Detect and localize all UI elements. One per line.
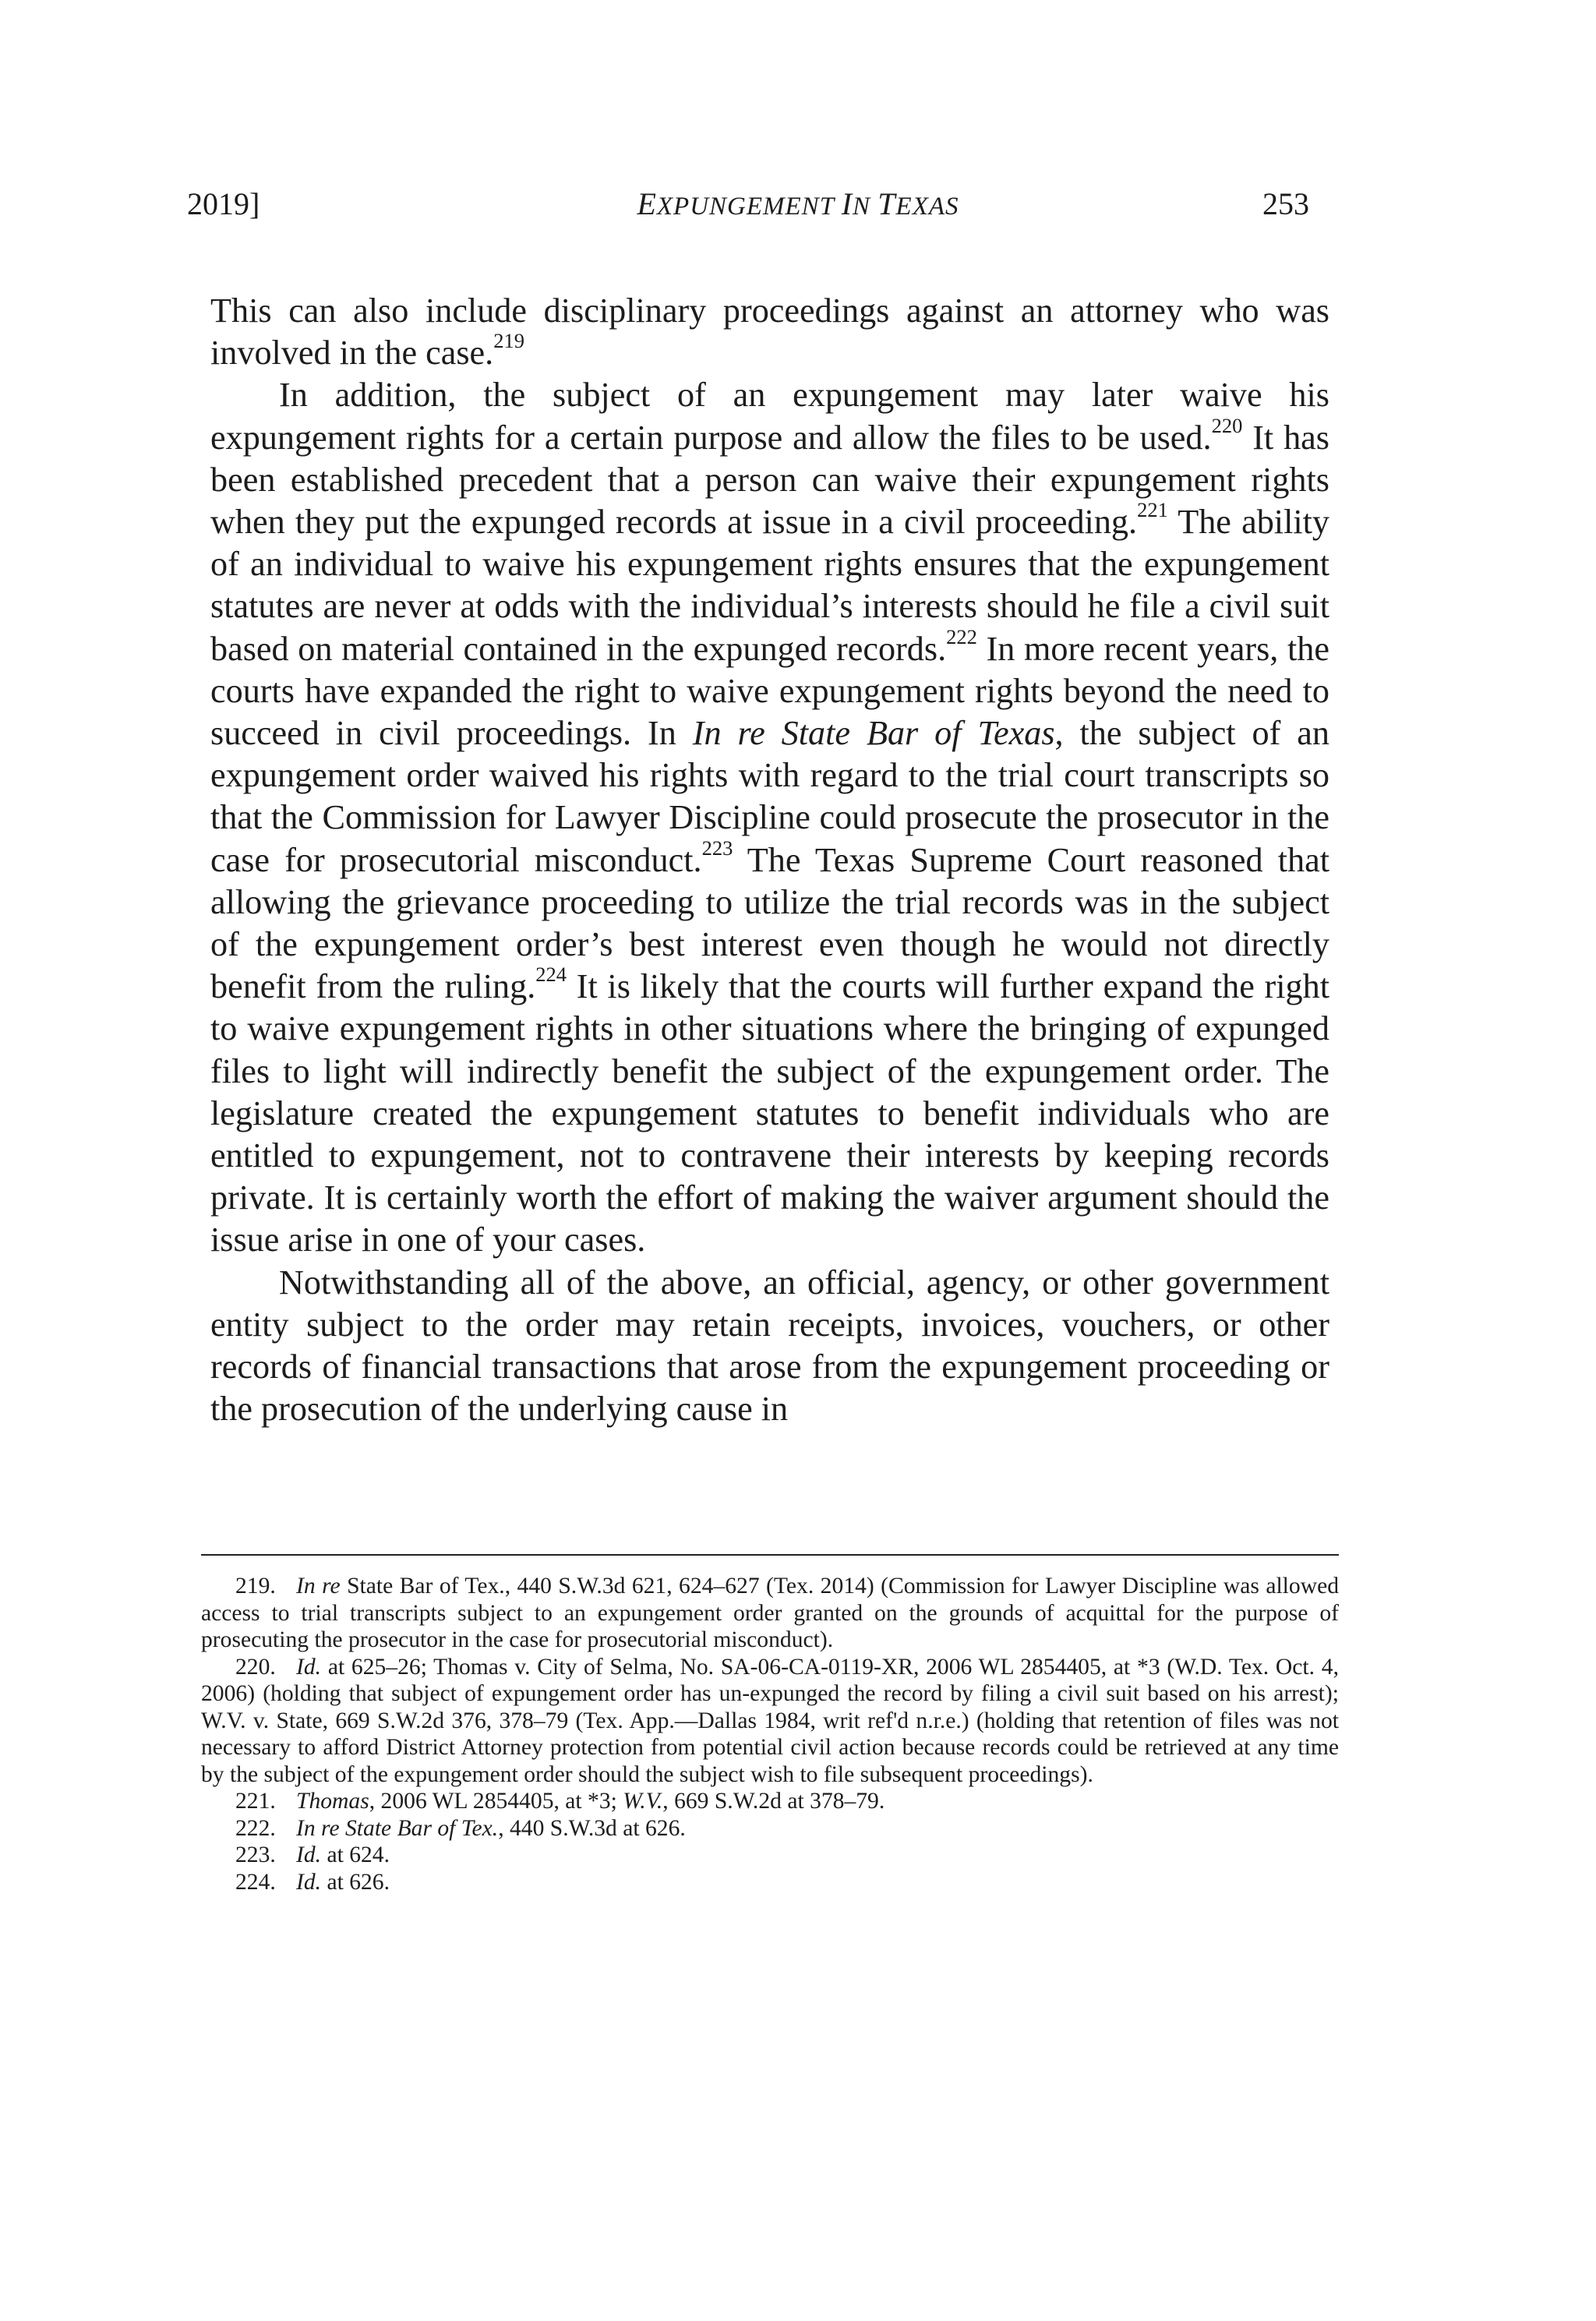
page-number: 253 — [1262, 186, 1309, 221]
footnote-224: 224. Id. at 626. — [235, 1869, 390, 1895]
paragraph-2: In addition, the subject of an expungement may later waive his expungement rights for a certain purpose and allow the files to be used.$^{220}$ It has been established precedent that a person can waive their expungement rights when they put the expunged records at issue in a civil proceeding.$^{221}$ The ability of an individual to waive his expungement rights ensures that the expungement statutes are never at odds with the individual’s interests should he file a civil suit based on material contained in the expunged records.$^{222}$ In more recent years, the courts have expanded the right to waive expungement rights beyond the need to succeed in civil proceedings. In In re State Bar of Texas, the subject of an expungement order waived his rights with regard to the trial court transcripts so that the Commission for Lawyer Discipline could prosecute the prosecutor in the case for prosecutorial misconduct.$^{223}$ The Texas Supreme Court reasoned that allowing the grievance proceeding to utilize the trial records was in the subject of the expungement order’s best interest even though he would not directly benefit from the ruling.$^{224}$ It is likely that the courts will further expand the right to waive expungement rights in other situations where the bringing of expunged files to light will indirectly benefit the subject of the expungement order. The legislature created the expungement statutes to benefit individuals who are entitled to expungement, not to contravene their interests by keeping records private. It is certainly worth the effort of making the waiver argument should the issue arise in one of your cases. — [210, 376, 1330, 1259]
volume-year: 2019] — [187, 186, 260, 221]
footnote-222: 222. In re State Bar of Tex., 440 S.W.3d at 626. — [235, 1815, 686, 1841]
footnote-ref-219[interactable]: 219 — [493, 329, 524, 353]
footnote-219: 219. In re State Bar of Tex., 440 S.W.3d 621, 624–627 (Tex. 2014) (Commission for Lawyer Discipline was allowed access to trial transcripts subject to an expungement order granted on the grounds of acquittal for the purpose of prosecuting the prosecutor in the case for prosecutorial misconduct). — [201, 1574, 1339, 1652]
paragraph-1: This can also include disciplinary proceedings against an attorney who was involved in the case.$^{219}$ — [210, 291, 1329, 373]
case-name: In re State Bar of Texas — [692, 714, 1055, 753]
footnote-ref-224[interactable]: 224 — [535, 963, 567, 987]
footnote-221: 221. Thomas, 2006 WL 2854405, at *3; W.V., 669 S.W.2d at 378–79. — [235, 1789, 885, 1814]
footnote-220: 220. Id. at 625–26; Thomas v. City of Selma, No. SA-06-CA-0119-XR, 2006 WL 2854405, at *3 (W.D. Tex. Oct. 4, 2006) (holding that subject of expungement order has un-expunged the record by filing a civil suit based on his arrest); W.V. v. State, 669 S.W.2d 376, 378–79 (Tex. App.—Dallas 1984, writ ref'd n.r.e.) (holding that retention of files was not necessary to afford District Attorney protection from potential civil action because records could be retrieved at any time by the subject of the expungement order should the subject wish to file subsequent proceedings). — [201, 1654, 1339, 1787]
paragraph-3: Notwithstanding all of the above, an official, agency, or other government entity subject to the order may retain receipts, invoices, vouchers, or other records of financial transactions that arose from the expungement proceeding or the prosecution of the underlying cause in — [210, 1263, 1329, 1429]
footnote-223: 223. Id. at 624. — [235, 1842, 390, 1867]
footnote-divider — [201, 1554, 1339, 1556]
footnote-ref-223[interactable]: 223 — [701, 835, 733, 860]
main-text — [210, 290, 1329, 1430]
footnote-ref-220[interactable]: 220 — [1211, 413, 1243, 437]
running-title: EXPUNGEMENT IN TEXAS — [637, 186, 959, 221]
footnote-ref-221[interactable]: 221 — [1137, 497, 1168, 521]
footnote-ref-222[interactable]: 222 — [946, 624, 977, 648]
running-header — [0, 181, 1596, 228]
footnotes — [201, 1573, 1339, 1895]
